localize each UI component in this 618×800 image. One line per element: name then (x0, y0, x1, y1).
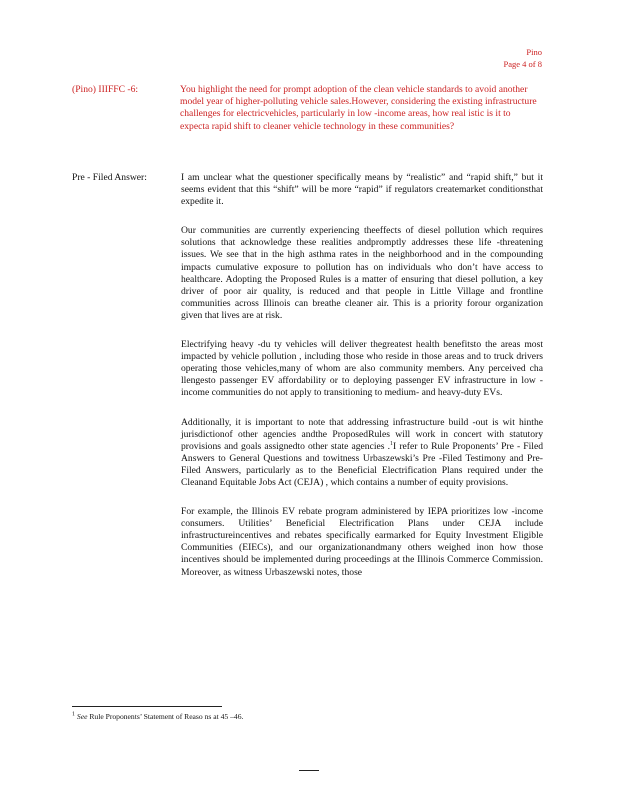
footnote-reference[interactable]: 1 (390, 440, 394, 447)
answer-paragraph-4 (181, 417, 543, 490)
answer-label: Pre - Filed Answer: (72, 172, 147, 183)
answer-paragraph-2: Our communities are currently experiencing theeffects of diesel pollution which requires solutions that acknowledge these realities andpromptly addresses these life -threatening issues. We see that in the high asthma rates in the neighborhood and in the compounding impacts cumulative exposure to pollution has on individuals who don’t have access to healthcare. Adopting the Proposed Rules is a matter of ensuring that diesel pollution, a key driver of poor air quality, is reduced and that people in Little Village and frontline communities across Illinois can breathe cleaner air. This is a priority forour organization given that lives are at risk. (181, 225, 543, 321)
header-witness-name: Pino (526, 47, 542, 57)
question-text: You highlight the need for prompt adoption of the clean vehicle standards to avoid another model year of higher-polluting vehicle sales.However, considering the existing infrastructure challenges for electricvehicles, particularly in low -income areas, how real istic is it to expecta rapid shift to cleaner vehicle technology in these communities? (180, 84, 537, 132)
page-bottom-mark (299, 770, 319, 771)
answer-paragraph-1: I am unclear what the questioner specifically means by “realistic” and “rapid shift,” but it seems evident that this “shift” will be more “rapid” if regulators createmarket conditionsthat expedite it. (181, 172, 543, 208)
answer-paragraph-4-text: Additionally, it is important to note that addressing infrastructure build -out is wit hinthe jurisdictionof other agencies andthe ProposedRules will work in concert with statutory provisions and goals assignedto other state agencies . (181, 416, 543, 452)
footnote (72, 712, 243, 722)
footnote-text: Rule Proponents’ Statement of Reaso ns at 45 –46. (89, 712, 244, 721)
page-header (504, 46, 542, 70)
answer-paragraph-3: Electrifying heavy -du ty vehicles will deliver thegreatest health benefitsto the areas most impacted by vehicle pollution , including those who reside in those areas and to truck drivers operating those vehicles,many of whom are also community members. Any perceived cha llengesto passenger EV affordability or to deploying passenger EV infrastructure in low -income communities do not apply to transitioning to medium- and heavy-duty EVs. (181, 339, 543, 399)
question-label: (Pino) IIIFFC -6: (72, 84, 139, 95)
header-page-number: Page 4 of 8 (503, 59, 542, 69)
question-block (72, 84, 542, 133)
footnote-number: 1 (72, 711, 75, 718)
answer-paragraph-5: For example, the Illinois EV rebate program administered by IEPA prioritizes low -income consumers. Utilities’ Beneficial Electrification Plans under CEJA include infrastructureincentives and rebates specifically earmarked for Equity Investment Eligible Communities (EIECs), and our organizationandmany others weighed inon how those incentives should be implemented during proceedings at the Illinois Commerce Commission. Moreover, as witness Urbaszewski notes, those (181, 506, 543, 578)
footnote-divider (72, 706, 222, 707)
footnote-see: See (76, 712, 88, 721)
answer-paragraph-4-continued: I refer to Rule Proponents’ Pre - Filed Answers to General Questions and towitness Urbaszewski’s Pre -Filed Testimony and Pre-Filed Answers, particularly as to the Beneficial Electrification Plans required under the Cleanand Equitable Jobs Act (CEJA) , which contains a number of equity provisions. (181, 440, 543, 488)
answer-body (181, 172, 543, 596)
